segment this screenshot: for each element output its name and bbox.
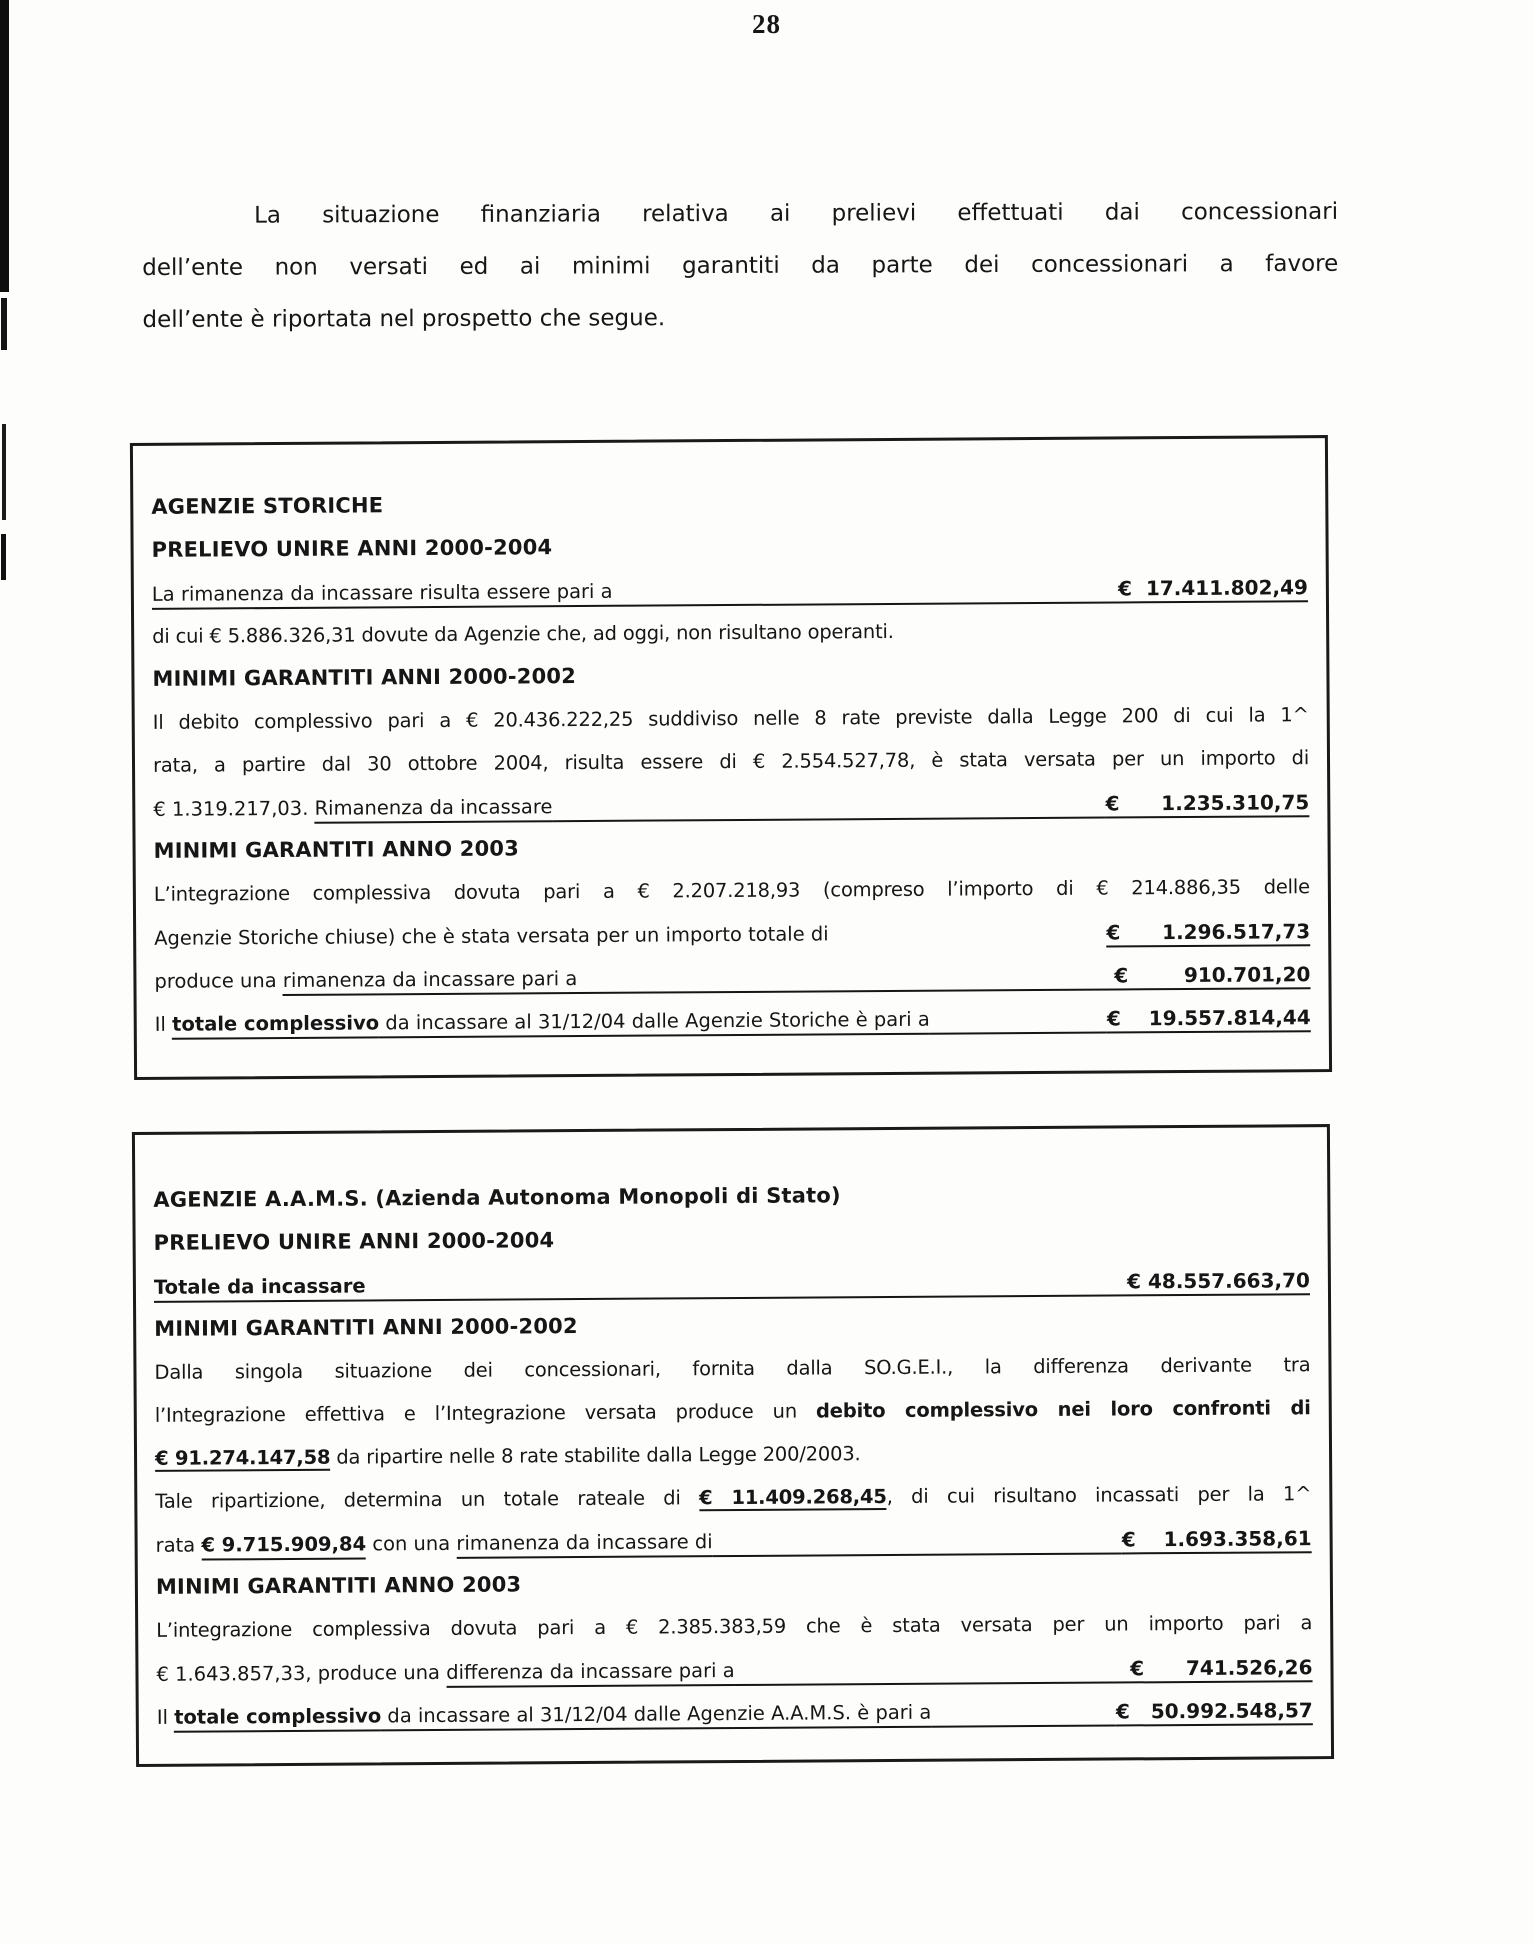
- text-segment: La rimanenza da incassare risulta essere pari a: [152, 579, 613, 610]
- text-segment: rata, a partire dal 30 ottobre 2004, risulta essere di € 2.554.527,78, è stata versata per un importo di: [152, 746, 1310, 777]
- text-segment: € 91.274.147,58: [154, 1445, 331, 1470]
- scan-artifact: [1, 534, 6, 580]
- text-segment: da ripartire nelle 8 rate stabilite dalla Legge 200/2003.: [330, 1442, 861, 1469]
- amount-value: € 910.701,20: [1114, 961, 1310, 990]
- text-segment: € 11.409.268,45: [698, 1485, 887, 1510]
- leader-fill-line: [713, 1552, 1122, 1557]
- text-segment: Il: [154, 1012, 173, 1036]
- text-segment: Dalla singola situazione dei concessionari, fornita dalla SO.G.E.I., la differenza derivante tra: [154, 1353, 1311, 1384]
- text-segment: MINIMI GARANTITI ANNO 2003: [155, 1572, 522, 1599]
- leader-fill-line: [577, 988, 1114, 994]
- text-segment: produce una: [154, 969, 283, 993]
- leader-fill-line: [366, 1294, 1127, 1301]
- text-segment: Tale ripartizione, determina un totale rateale di: [155, 1486, 700, 1513]
- paragraph-line: [156, 1601, 1312, 1652]
- leader-fill-line: [735, 1681, 1131, 1686]
- leader-fill-line: [613, 601, 1119, 606]
- intro-paragraph: [142, 186, 1339, 346]
- leader-row: [152, 564, 1308, 615]
- leader-row: [154, 951, 1310, 1002]
- text-segment: PRELIEVO UNIRE ANNI 2000-2004: [151, 535, 553, 562]
- text-segment: Il: [156, 1705, 175, 1729]
- leader-row: [155, 1515, 1311, 1566]
- text-segment: PRELIEVO UNIRE ANNI 2000-2004: [153, 1228, 555, 1255]
- leader-row: [156, 1644, 1312, 1695]
- text-segment: con una: [366, 1531, 457, 1556]
- text-segment: totale complessivo: [172, 1010, 379, 1039]
- intro-line: La situazione finanziaria relativa ai prelievi effettuati dai concessionari: [254, 198, 1339, 229]
- amount-value: € 17.411.802,49: [1118, 574, 1308, 603]
- leader-row: [154, 1257, 1310, 1308]
- scan-artifact: [0, 0, 9, 292]
- text-segment: MINIMI GARANTITI ANNI 2000-2002: [152, 664, 577, 691]
- amount-value: € 48.557.663,70: [1127, 1267, 1310, 1296]
- section-heading: [154, 1300, 1310, 1351]
- text-segment: MINIMI GARANTITI ANNI 2000-2002: [154, 1314, 578, 1341]
- text-segment: differenza da incassare pari a: [446, 1658, 735, 1688]
- text-segment: Agenzie Storiche chiuse) che è stata versata per un importo totale di: [154, 922, 829, 950]
- paragraph-line: [153, 693, 1309, 744]
- section-heading: [153, 1171, 1309, 1222]
- paragraph-line: [155, 1472, 1311, 1523]
- amount-value: € 50.992.548,57: [1116, 1697, 1313, 1726]
- amount-value: € 741.526,26: [1130, 1654, 1312, 1683]
- leader-fill-line: [930, 1032, 1107, 1035]
- text-segment: da incassare al 31/12/04 dalle Agenzie Storiche è pari a: [379, 1007, 930, 1039]
- text-segment: , di cui risultano incassati per la 1^: [886, 1482, 1312, 1509]
- paragraph-line: [154, 1343, 1310, 1394]
- text-segment: € 1.319.217,03.: [153, 796, 315, 821]
- text-segment: AGENZIE A.A.M.S. (Azienda Autonoma Monopoli di Stato): [153, 1183, 841, 1212]
- intro-line: dell’ente è riportata nel prospetto che segue.: [142, 305, 666, 333]
- paragraph-line: [154, 865, 1310, 916]
- text-segment: Rimanenza da incassare: [314, 794, 552, 824]
- section-heading: [151, 478, 1307, 529]
- leader-fill-line: [829, 946, 1107, 950]
- text-segment: da incassare al 31/12/04 dalle Agenzie A.A.M.S. è pari a: [381, 1700, 931, 1732]
- text-segment: rata: [155, 1533, 202, 1557]
- leader-row: [154, 908, 1310, 959]
- text-segment: totale complessivo: [174, 1703, 381, 1732]
- text-segment: l’Integrazione effettiva e l’Integrazione versata produce un: [154, 1399, 817, 1427]
- leader-row: [155, 994, 1311, 1045]
- text-segment: rimanenza da incassare pari a: [283, 966, 578, 996]
- section-heading: [152, 650, 1308, 701]
- text-segment: di cui € 5.886.326,31 dovute da Agenzie che, ad oggi, non risultano operanti.: [152, 619, 894, 648]
- paragraph-line: [152, 607, 1308, 658]
- paragraph-line: [153, 736, 1309, 787]
- leader-row: [153, 779, 1309, 830]
- scan-artifact: [2, 424, 6, 520]
- text-segment: L’integrazione complessiva dovuta pari a € 2.207.218,93 (compreso l’importo di € 214.886,35 delle: [153, 875, 1310, 906]
- leader-fill-line: [553, 817, 1106, 823]
- text-segment: € 1.643.857,33, produce una: [156, 1660, 447, 1686]
- leader-fill-line: [931, 1724, 1116, 1727]
- section-heading: [153, 822, 1309, 873]
- text-segment: Totale da incassare: [154, 1273, 366, 1302]
- section-heading: [151, 521, 1307, 572]
- text-segment: Il debito complessivo pari a € 20.436.222,25 suddiviso nelle 8 rate previste dalla Legge 200 di cui la 1^: [152, 703, 1309, 734]
- amount-value: € 1.296.517,73: [1106, 918, 1310, 947]
- amount-value: € 1.693.358,61: [1122, 1525, 1312, 1554]
- text-segment: MINIMI GARANTITI ANNO 2003: [153, 836, 520, 863]
- paragraph-line: [155, 1386, 1311, 1437]
- leader-row: [157, 1687, 1313, 1738]
- agenzie-aams-box: [132, 1124, 1334, 1767]
- text-segment: rimanenza da incassare di: [456, 1529, 712, 1559]
- text-segment: AGENZIE STORICHE: [151, 493, 384, 519]
- text-segment: L’integrazione complessiva dovuta pari a € 2.385.383,59 che è stata versata per un importo pari a: [156, 1611, 1313, 1642]
- agenzie-storiche-box: [130, 435, 1332, 1080]
- page-number: 28: [752, 9, 781, 39]
- text-segment: € 9.715.909,84: [201, 1531, 366, 1560]
- section-heading: [153, 1214, 1309, 1265]
- section-heading: [156, 1558, 1312, 1609]
- amount-value: € 1.235.310,75: [1105, 789, 1309, 818]
- scan-artifact: [1, 298, 7, 350]
- amount-value: € 19.557.814,44: [1107, 1004, 1311, 1033]
- text-segment: debito complessivo nei loro confronti di: [815, 1396, 1311, 1423]
- intro-line: dell’ente non versati ed ai minimi garantiti da parte dei concessionari a favore: [142, 250, 1339, 281]
- paragraph-line: [155, 1429, 1311, 1480]
